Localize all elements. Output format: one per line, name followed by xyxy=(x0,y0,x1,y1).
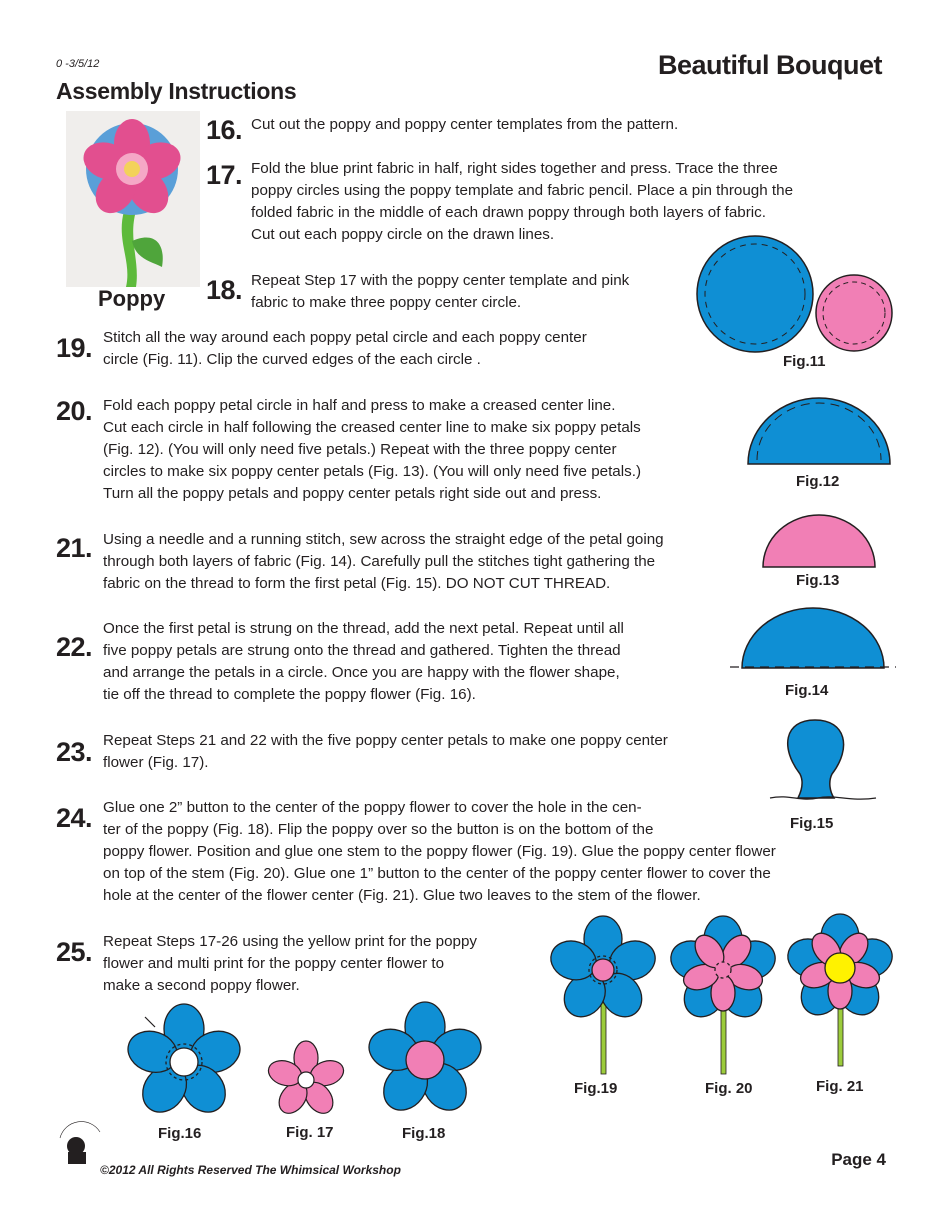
fig12-half-circle-illustration xyxy=(745,398,895,468)
fig11-label: Fig.11 xyxy=(783,353,826,370)
photo-caption: Poppy xyxy=(98,286,166,311)
step-text-19 xyxy=(103,327,587,371)
step-17-line: folded fabric in the middle of each drawn poppy through both layers of fabric. xyxy=(251,204,766,221)
fig20-flower-stem-illustration xyxy=(665,918,785,1078)
fig19-flower-stem-illustration xyxy=(540,918,670,1078)
document-title: Beautiful Bouquet xyxy=(658,50,882,80)
step-25-line: make a second poppy flower. xyxy=(103,977,300,994)
fig16-label: Fig.16 xyxy=(158,1125,202,1142)
step-20-line: Cut each circle in half following the creased center line to make six poppy petals xyxy=(103,419,641,436)
step-20-line: Fold each poppy petal circle in half and press to make a creased center line. xyxy=(103,397,616,414)
fig18-label: Fig.18 xyxy=(402,1125,446,1142)
step-17-line: Cut out each poppy circle on the drawn lines. xyxy=(251,226,555,243)
step-23-line: Repeat Steps 21 and 22 with the five poppy center petals to make one poppy center xyxy=(103,732,668,749)
step-text-16: Cut out the poppy and poppy center templates from the pattern. xyxy=(251,116,679,133)
fig13-half-circle-illustration xyxy=(760,512,880,570)
fig18-flower-illustration xyxy=(366,1003,486,1123)
step-24-line: ter of the poppy (Fig. 18). Flip the poppy over so the button is on the bottom of the xyxy=(103,821,654,838)
step-22-line: tie off the thread to complete the poppy flower (Fig. 16). xyxy=(103,686,476,703)
step-number-23: 23. xyxy=(56,737,93,767)
step-18-line: Repeat Step 17 with the poppy center template and pink xyxy=(251,272,630,289)
step-number-16: 16. xyxy=(206,115,243,145)
fig19-label: Fig.19 xyxy=(574,1080,618,1097)
fig15-label: Fig.15 xyxy=(790,815,834,832)
fig12-label: Fig.12 xyxy=(796,473,840,490)
fig21-label: Fig. 21 xyxy=(816,1078,864,1095)
step-number-20: 20. xyxy=(56,396,93,426)
poppy-photo xyxy=(66,111,200,287)
step-number-17: 17. xyxy=(206,160,243,190)
fig11-circles-illustration xyxy=(690,238,890,358)
step-text-25 xyxy=(103,931,477,997)
step-24-line: on top of the stem (Fig. 20). Glue one 1” button to the center of the poppy center flower to cover the xyxy=(103,865,771,882)
section-heading: Assembly Instructions xyxy=(56,78,297,104)
step-number-24: 24. xyxy=(56,803,93,833)
step-number-25: 25. xyxy=(56,937,93,967)
step-25-line: flower and multi print for the poppy center flower to xyxy=(103,955,445,972)
step-number-22: 22. xyxy=(56,632,93,662)
step-number-19: 19. xyxy=(56,333,93,363)
step-24-line: Glue one 2” button to the center of the poppy flower to cover the hole in the cen- xyxy=(103,799,642,816)
step-25-line: Repeat Steps 17-26 using the yellow print for the poppy xyxy=(103,933,478,950)
step-text-21 xyxy=(103,529,664,595)
step-20-line: circles to make six poppy center petals (Fig. 13). (You will only need five petals.) xyxy=(103,463,641,480)
step-text-22 xyxy=(103,618,624,706)
fig21-flower-stem-illustration xyxy=(782,912,902,1072)
fig14-label: Fig.14 xyxy=(785,682,829,699)
page-number: Page 4 xyxy=(831,1150,886,1169)
step-21-line: fabric on the thread to form the first petal (Fig. 15). DO NOT CUT THREAD. xyxy=(103,575,611,592)
step-20-line: Turn all the poppy petals and poppy center petals right side out and press. xyxy=(103,485,602,502)
fig13-label: Fig.13 xyxy=(796,572,840,589)
fig14-petal-thread-illustration xyxy=(730,606,900,676)
step-22-line: and arrange the petals in a circle. Once you are happy with the flower shape, xyxy=(103,664,620,681)
step-24-line: hole at the center of the flower center (Fig. 21). Glue two leaves to the stem of the flower. xyxy=(103,887,701,904)
step-17-line: poppy circles using the poppy template and fabric pencil. Place a pin through the xyxy=(251,182,794,199)
poppy-photo-image xyxy=(66,111,200,287)
step-number-21: 21. xyxy=(56,533,93,563)
step-text-17 xyxy=(251,158,793,246)
step-number-18: 18. xyxy=(206,275,243,305)
fig17-flower-illustration xyxy=(268,1040,348,1125)
step-text-20 xyxy=(103,395,641,505)
fig20-label: Fig. 20 xyxy=(705,1080,753,1097)
step-text-18 xyxy=(251,270,629,314)
copyright-footer: ©2012 All Rights Reserved The Whimsical Workshop xyxy=(100,1163,401,1177)
step-21-line: through both layers of fabric (Fig. 14). Carefully pull the stitches tight gathering the xyxy=(103,553,656,570)
step-24-line: poppy flower. Position and glue one stem to the poppy flower (Fig. 19). Glue the poppy center flower xyxy=(103,843,776,860)
step-19-line: circle (Fig. 11). Clip the curved edges of the each circle . xyxy=(103,351,481,368)
step-18-line: fabric to make three poppy center circle. xyxy=(251,294,522,311)
step-20-line: (Fig. 12). (You will only need five petals.) Repeat with the three poppy center xyxy=(103,441,617,458)
step-22-line: Once the first petal is strung on the thread, add the next petal. Repeat until all xyxy=(103,620,624,637)
fig17-label: Fig. 17 xyxy=(286,1124,334,1141)
step-text-23 xyxy=(103,730,668,774)
fig15-gathered-petal-illustration xyxy=(770,718,880,808)
step-text-24 xyxy=(103,797,776,907)
step-17-line: Fold the blue print fabric in half, right sides together and press. Trace the three xyxy=(251,160,778,177)
step-23-line: flower (Fig. 17). xyxy=(103,754,209,771)
step-19-line: Stitch all the way around each poppy petal circle and each poppy center xyxy=(103,329,587,346)
fig16-flower-illustration xyxy=(125,1005,245,1125)
step-21-line: Using a needle and a running stitch, sew across the straight edge of the petal going xyxy=(103,531,664,548)
version-code: 0 -3/5/12 xyxy=(56,58,100,70)
step-22-line: five poppy petals are strung onto the thread and gathered. Tighten the thread xyxy=(103,642,621,659)
